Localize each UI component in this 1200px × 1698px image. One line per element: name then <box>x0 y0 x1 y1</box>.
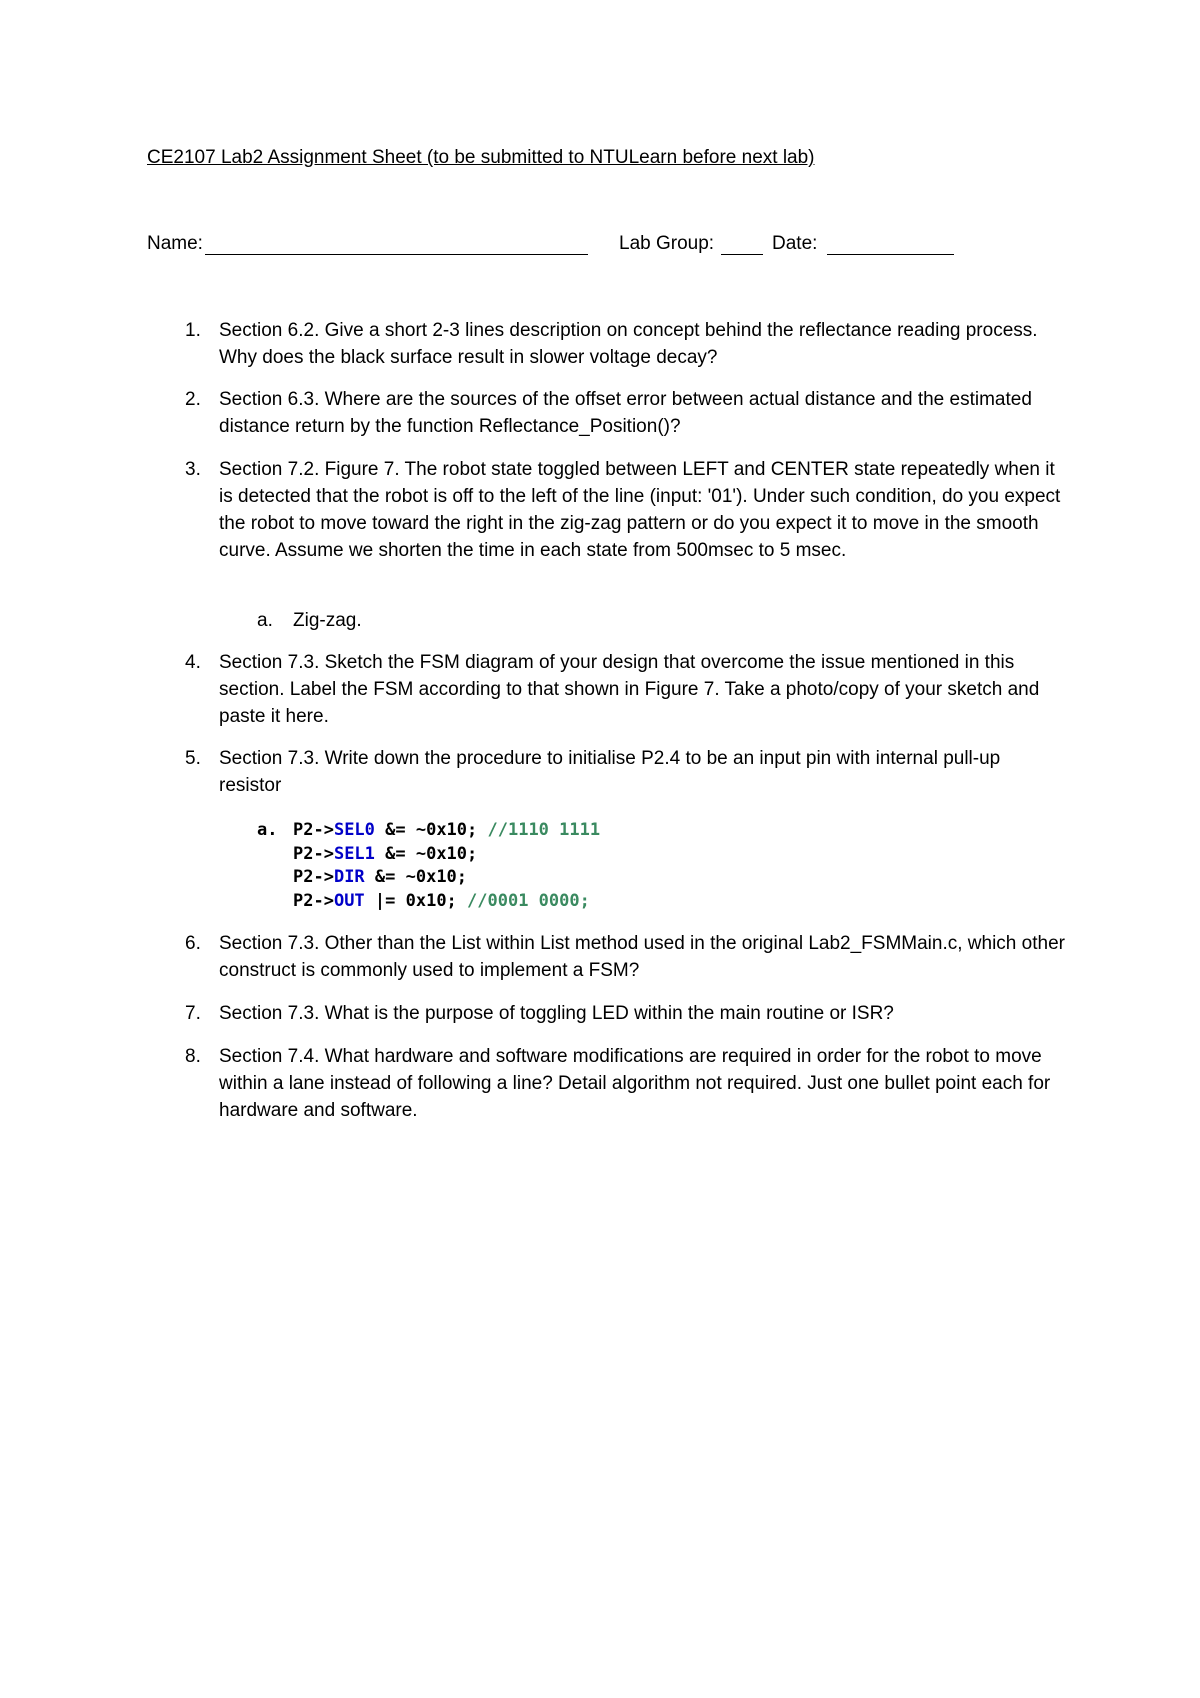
student-info-line <box>147 233 1047 259</box>
code-prefix: P2-> <box>293 820 334 840</box>
code-prefix: P2-> <box>293 867 334 887</box>
question-number: 6. <box>185 933 201 954</box>
code-answer-5a <box>257 819 601 913</box>
code-register: DIR <box>333 867 365 887</box>
code-comment: //0001 0000; <box>467 890 590 911</box>
question-number: 3. <box>185 459 201 480</box>
code-register: SEL1 <box>333 843 375 864</box>
code-prefix: P2-> <box>293 890 334 911</box>
code-register: SEL0 <box>333 820 375 840</box>
lab-group-field[interactable] <box>721 254 763 255</box>
code-line <box>257 890 590 914</box>
answer-text: Zig-zag. <box>293 610 362 631</box>
code-operation: &= ~0x10; <box>374 843 478 864</box>
question-text: Section 7.3. Write down the procedure to initialise P2.4 to be an input pin with internal pull-up resistor <box>219 748 1001 796</box>
code-operation: &= ~0x10; <box>374 820 488 840</box>
question-text: Section 6.3. Where are the sources of the offset error between actual distance and the estimated distance return by the function Reflectance_Position()? <box>219 389 1032 437</box>
code-line <box>257 819 601 843</box>
lab-group-label: Lab Group: <box>619 233 715 254</box>
question-number: 2. <box>185 389 201 410</box>
name-label: Name: <box>147 233 203 254</box>
question-text: Section 7.3. Sketch the FSM diagram of your design that overcome the issue mentioned in this section. Label the FSM according to that shown in Figure 7. Take a photo/copy of your sketch and paste it here. <box>219 652 1040 727</box>
question-number: 8. <box>185 1046 201 1067</box>
question-text: Section 6.2. Give a short 2-3 lines description on concept behind the reflectance reading process. Why does the black surface result in slower voltage decay? <box>219 320 1038 368</box>
question-text: Section 7.3. Other than the List within List method used in the original Lab2_FSMMain.c, which other construct is commonly used to implement a FSM? <box>219 933 1065 981</box>
question-number: 1. <box>185 320 201 341</box>
page-title: CE2107 Lab2 Assignment Sheet (to be submitted to NTULearn before next lab) <box>147 147 815 168</box>
answer-marker: a. <box>257 820 278 840</box>
question-text: Section 7.2. Figure 7. The robot state toggled between LEFT and CENTER state repeatedly when it is detected that the robot is off to the left of the line (input: '01'). Under such condition, do you expect the robot to move toward the right in the zig-zag pattern or do you expect it to move in the smooth curve. Assume we shorten the time in each state from 500msec to 5 msec. <box>219 459 1061 561</box>
date-label: Date: <box>772 233 818 254</box>
question-number: 5. <box>185 748 201 769</box>
code-line <box>257 843 478 867</box>
question-number: 7. <box>185 1003 201 1024</box>
date-field[interactable] <box>827 254 954 255</box>
question-text: Section 7.4. What hardware and software modifications are required in order for the robot to move within a lane instead of following a line? Detail algorithm not required. Just one bullet point each for hardware and software. <box>219 1046 1051 1121</box>
code-operation: |= 0x10; <box>364 890 468 911</box>
code-line <box>257 866 468 890</box>
question-number: 4. <box>185 652 201 673</box>
answer-marker: a. <box>257 610 273 631</box>
name-field[interactable] <box>205 254 588 255</box>
code-prefix: P2-> <box>293 843 334 864</box>
code-register: OUT <box>333 890 365 911</box>
question-text: Section 7.3. What is the purpose of toggling LED within the main routine or ISR? <box>219 1003 894 1024</box>
code-operation: &= ~0x10; <box>364 867 468 887</box>
code-comment: //1110 1111 <box>487 820 601 840</box>
